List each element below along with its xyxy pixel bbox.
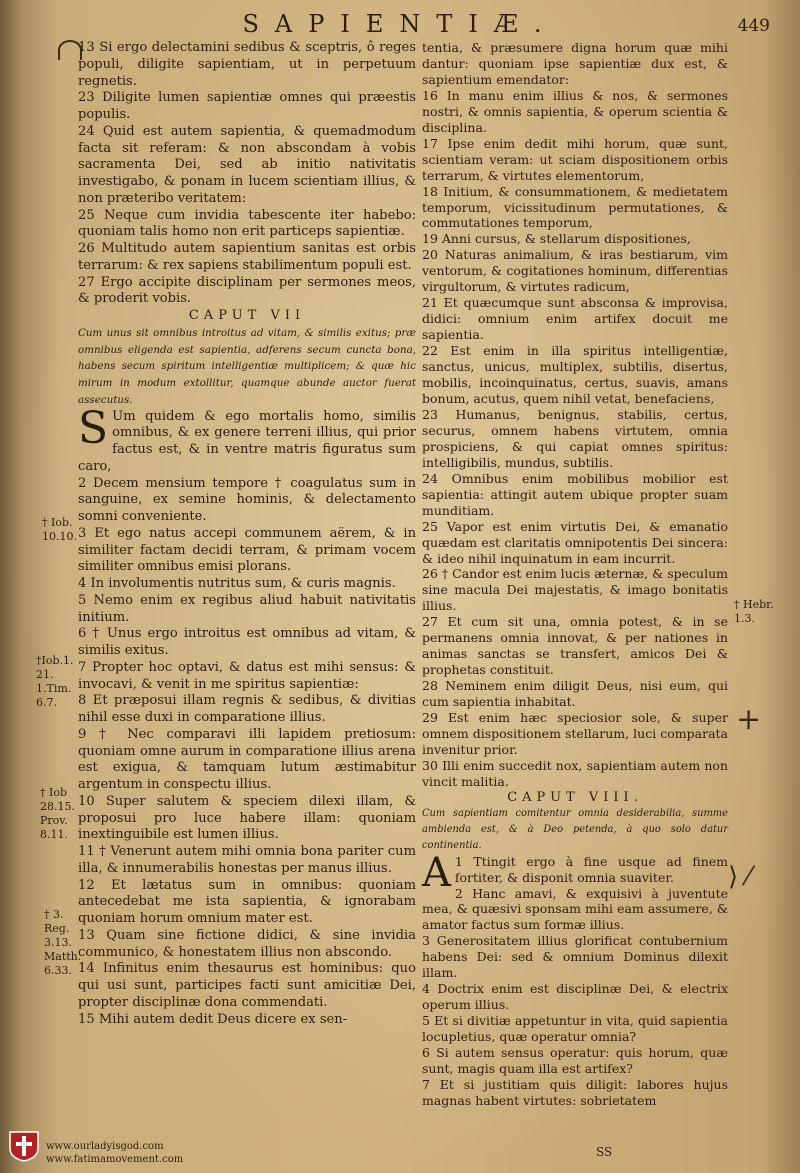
margin-note-line: 1.3. bbox=[734, 612, 755, 625]
page-number: 449 bbox=[737, 16, 770, 36]
verse-paragraph: 18 Initium, & consummationem, & medietatem temporum, vicissitudinum permutationes, & commutationes temporum, bbox=[422, 183, 728, 231]
verse-paragraph: 24 Omnibus enim mobilibus mobilior est sapientia: attingit autem ubique propter suam munditiam. bbox=[422, 470, 728, 518]
pencil-bracket-mark-icon: ⟩ ⁄ bbox=[728, 862, 751, 892]
margin-note-line: 28.15. bbox=[40, 800, 75, 813]
margin-note-line: 6.7. bbox=[36, 696, 57, 709]
margin-note-line: † Iob bbox=[40, 786, 68, 799]
verse-paragraph: 21 Et quæcumque sunt absconsa & improvisa, didici: omnium enim artifex docuit me sapientia. bbox=[422, 295, 728, 343]
verse-paragraph: 12 Et lætatus sum in omnibus: quoniam antecedebat me ista sapientia, & ignorabam quoniam horum omnium mater est. bbox=[78, 877, 416, 926]
verse-paragraph: 17 Ipse enim dedit mihi horum, quæ sunt, scientiam veram: ut sciam dispositionem orbis terrarum, & virtutes elementorum, bbox=[422, 135, 728, 183]
verse-paragraph: 5 Et si divitiæ appetuntur in vita, quid sapientia locupletius, quæ operatur omnia? bbox=[422, 1013, 728, 1045]
margin-note-line: 10.10. bbox=[42, 530, 77, 543]
chapter-heading: CAPUT VIII. bbox=[507, 789, 643, 805]
verse-paragraph: 27 Ergo accipite disciplinam per sermones meos, & proderit vobis. bbox=[78, 274, 416, 307]
margin-note-line: Matth. bbox=[44, 950, 82, 963]
chapter-summary: Cum sapientiam comitentur omnia desiderabilia, summe ambienda est, & à Deo petenda, à quo solo datur continentia. bbox=[422, 807, 728, 851]
fatimamovement-link[interactable]: www.fatimamovement.com bbox=[46, 1154, 184, 1165]
shield-cross-logo-icon bbox=[8, 1130, 40, 1162]
verse-paragraph: 20 Naturas animalium, & iras bestiarum, vim ventorum, & cogitationes hominum, differentias virgultorum, & virtutes radicum, bbox=[422, 247, 728, 295]
margin-note-line: 8.11. bbox=[40, 828, 68, 841]
margin-note-line: 3.13. bbox=[44, 936, 72, 949]
margin-note-line: 1.Tim. bbox=[36, 682, 72, 695]
chapter-summary: Cum unus sit omnibus introitus ad vitam, & similis exitus; præ omnibus eligenda est sapientia, adferens secum cuncta bona, habens secum spiritum intelligentiæ multiplicem; & quæ hic mirum in modum extollitur, quamque abunde auctor fuerat assecutus. bbox=[78, 326, 416, 406]
verse-paragraph: 7 Propter hoc optavi, & datus est mihi sensus: & invocavi, & venit in me spiritus sapientiæ: bbox=[78, 659, 416, 692]
verse-paragraph: 25 Neque cum invidia tabescente iter habebo: quoniam talis homo non erit particeps sapientiæ. bbox=[78, 207, 416, 240]
verse-paragraph: 2 Decem mensium tempore † coagulatus sum in sanguine, ex semine hominis, & delectamento somni conveniente. bbox=[78, 475, 416, 524]
verse-paragraph: 23 Humanus, benignus, stabilis, certus, securus, omnem habens virtutem, omnia prospiciens, & qui capiat omnes spiritus: intelligibilis, mundus, subtilis. bbox=[422, 406, 728, 470]
margin-note-line: 21. bbox=[36, 668, 54, 681]
verse-paragraph: 14 Infinitus enim thesaurus est hominibus: quo qui usi sunt, participes facti sunt amicitiæ Dei, propter disciplinæ dona commendati. bbox=[78, 961, 416, 1010]
verse-text: 1 Ttingit ergo à fine usque ad finem fortiter, & disponit omnia suaviter. bbox=[454, 853, 728, 885]
ourladyisgod-link[interactable]: www.ourladyisgod.com bbox=[46, 1141, 164, 1152]
verse-paragraph-initial bbox=[422, 849, 728, 896]
verse-paragraph: 30 Illi enim succedit nox, sapientiam autem non vincit malitia. bbox=[422, 757, 728, 789]
margin-note-line: Prov. bbox=[40, 814, 68, 827]
margin-note-line: † Hebr. bbox=[734, 598, 774, 611]
drop-cap: A bbox=[422, 849, 451, 896]
verse-paragraph: tentia, & præsumere digna horum quæ mihi dantur: quoniam ipse sapientiæ dux est, & sapientium emendator: bbox=[422, 40, 728, 87]
verse-paragraph: 24 Quid est autem sapientia, & quemadmodum facta sit referam: & non abscondam à vobis sacramenta Dei, sed ab initio nativitatis investigabo, & ponam in lucem scientiam illius, & non præteribo veritatem: bbox=[78, 123, 416, 206]
margin-note-job-10 bbox=[42, 516, 77, 544]
verse-paragraph: 25 Vapor est enim virtutis Dei, & emanatio quædam est claritatis omnipotentis Dei sincera: & ideo nihil inquinatum in eam incurrit. bbox=[422, 518, 728, 566]
verse-paragraph: 19 Anni cursus, & stellarum dispositiones, bbox=[422, 231, 691, 247]
verse-text: Um quidem & ego mortalis homo, similis omnibus, & ex genere terreni illius, qui prior factus est, & in ventre matris figuratus sum caro, bbox=[78, 408, 416, 474]
margin-note-job-1 bbox=[36, 654, 74, 710]
verse-paragraph: 9 † Nec comparavi illi lapidem pretiosum: quoniam omne aurum in comparatione illius arena est exigua, & tamquam lutum æstimabitur argentum in conspectu illius. bbox=[78, 726, 416, 792]
margin-note-line: Reg. bbox=[44, 922, 70, 935]
verse-paragraph: 23 Diligite lumen sapientiæ omnes qui præestis populis. bbox=[78, 90, 416, 122]
verse-paragraph: 4 In involumentis nutritus sum, & curis magnis. bbox=[78, 576, 396, 591]
margin-note-job-28 bbox=[40, 786, 75, 842]
running-head: SAPIENTIÆ. bbox=[242, 10, 558, 38]
verse-paragraph: 13 Si ergo delectamini sedibus & sceptris, ô reges populi, diligite sapientiam, ut in perpetuum regnetis. bbox=[78, 40, 416, 89]
margin-note-hebr bbox=[734, 598, 774, 626]
left-column bbox=[78, 40, 416, 1028]
chapter-heading: CAPUT VII bbox=[188, 308, 306, 323]
verse-paragraph: 26 † Candor est enim lucis æternæ, & speculum sine macula Dei majestatis, & imago bonitatis illius. bbox=[422, 566, 728, 614]
verse-paragraph: 5 Nemo enim ex regibus aliud habuit nativitatis initium. bbox=[78, 592, 416, 625]
right-column bbox=[422, 40, 728, 1109]
verse-paragraph: 22 Est enim in illa spiritus intelligentiæ, sanctus, unicus, multiplex, subtilis, disertus, mobilis, incoinquinatus, certus, suavis, amans bonum, acutus, quem nihil vetat, benefaciens, bbox=[422, 343, 728, 406]
verse-paragraph: 29 Est enim hæc speciosior sole, & super omnem dispositionem stellarum, luci comparata invenitur prior. bbox=[422, 710, 728, 757]
verse-paragraph-initial bbox=[78, 402, 416, 476]
margin-note-line: 6.33. bbox=[44, 964, 72, 977]
verse-paragraph: 6 Si autem sensus operatur: quis horum, quæ sunt, magis quam illa est artifex? bbox=[422, 1045, 728, 1076]
drop-cap: S bbox=[78, 402, 109, 454]
margin-note-line: †Iob.1. bbox=[36, 654, 74, 667]
verse-paragraph: 13 Quam sine fictione didici, & sine invidia communico, & honestatem illius non abscondo. bbox=[78, 927, 416, 960]
verse-paragraph: 3 Generositatem illius glorificat contubernium habens Dei: sed & omnium Dominus dilexit illam. bbox=[422, 933, 728, 981]
verse-paragraph: 28 Neminem enim diligit Deus, nisi eum, qui cum sapientia inhabitat. bbox=[422, 678, 728, 710]
margin-note-reg-3 bbox=[44, 908, 81, 978]
verse-paragraph: 26 Multitudo autem sapientium sanitas est orbis terrarum: & rex sapiens stabilimentum populi est. bbox=[78, 241, 416, 273]
verse-paragraph: 10 Super salutem & speciem dilexi illam, & proposui pro luce habere illam: quoniam inextinguibile est lumen illius. bbox=[78, 793, 416, 843]
verse-paragraph: 11 † Venerunt autem mihi omnia bona pariter cum illa, & innumerabilis honestas per manus illius. bbox=[78, 844, 416, 876]
verse-paragraph: 15 Mihi autem dedit Deus dicere ex sen- bbox=[78, 1011, 348, 1027]
catchword: SS bbox=[596, 1145, 613, 1159]
verse-paragraph: 3 Et ego natus accepi communem aërem, & in similiter factam decidi terram, & primam vocem similiter omnibus emisi plorans. bbox=[78, 525, 416, 575]
verse-paragraph: 2 Hanc amavi, & exquisivi à juventute mea, & quæsivi sponsam mihi eam assumere, & amator factus sum formæ illius. bbox=[422, 885, 728, 933]
verse-paragraph: 6 † Unus ergo introitus est omnibus ad vitam, & similis exitus. bbox=[78, 626, 416, 658]
margin-note-line: † 3. bbox=[44, 908, 64, 921]
margin-note-line: † Iob. bbox=[42, 516, 73, 529]
verse-paragraph: 8 Et præposui illam regnis & sedibus, & divitias nihil esse duxi in comparatione illius. bbox=[78, 693, 416, 725]
verse-paragraph: 16 In manu enim illius & nos, & sermones nostri, & omnis sapientia, & operum scientia & disciplina. bbox=[422, 87, 728, 135]
verse-paragraph: 4 Doctrix enim est disciplinæ Dei, & electrix operum illius. bbox=[422, 981, 728, 1013]
footer-urls bbox=[46, 1140, 183, 1166]
verse-paragraph: 7 Et si justitiam quis diligit: labores hujus magnas habent virtutes: sobrietatem bbox=[422, 1076, 728, 1108]
verse-paragraph: 27 Et cum sit una, omnia potest, & in se permanens omnia innovat, & per nationes in animas sanctas se transfert, amicos Dei & prophetas constituit. bbox=[422, 614, 728, 678]
pencil-cross-mark-icon: + bbox=[736, 702, 762, 737]
